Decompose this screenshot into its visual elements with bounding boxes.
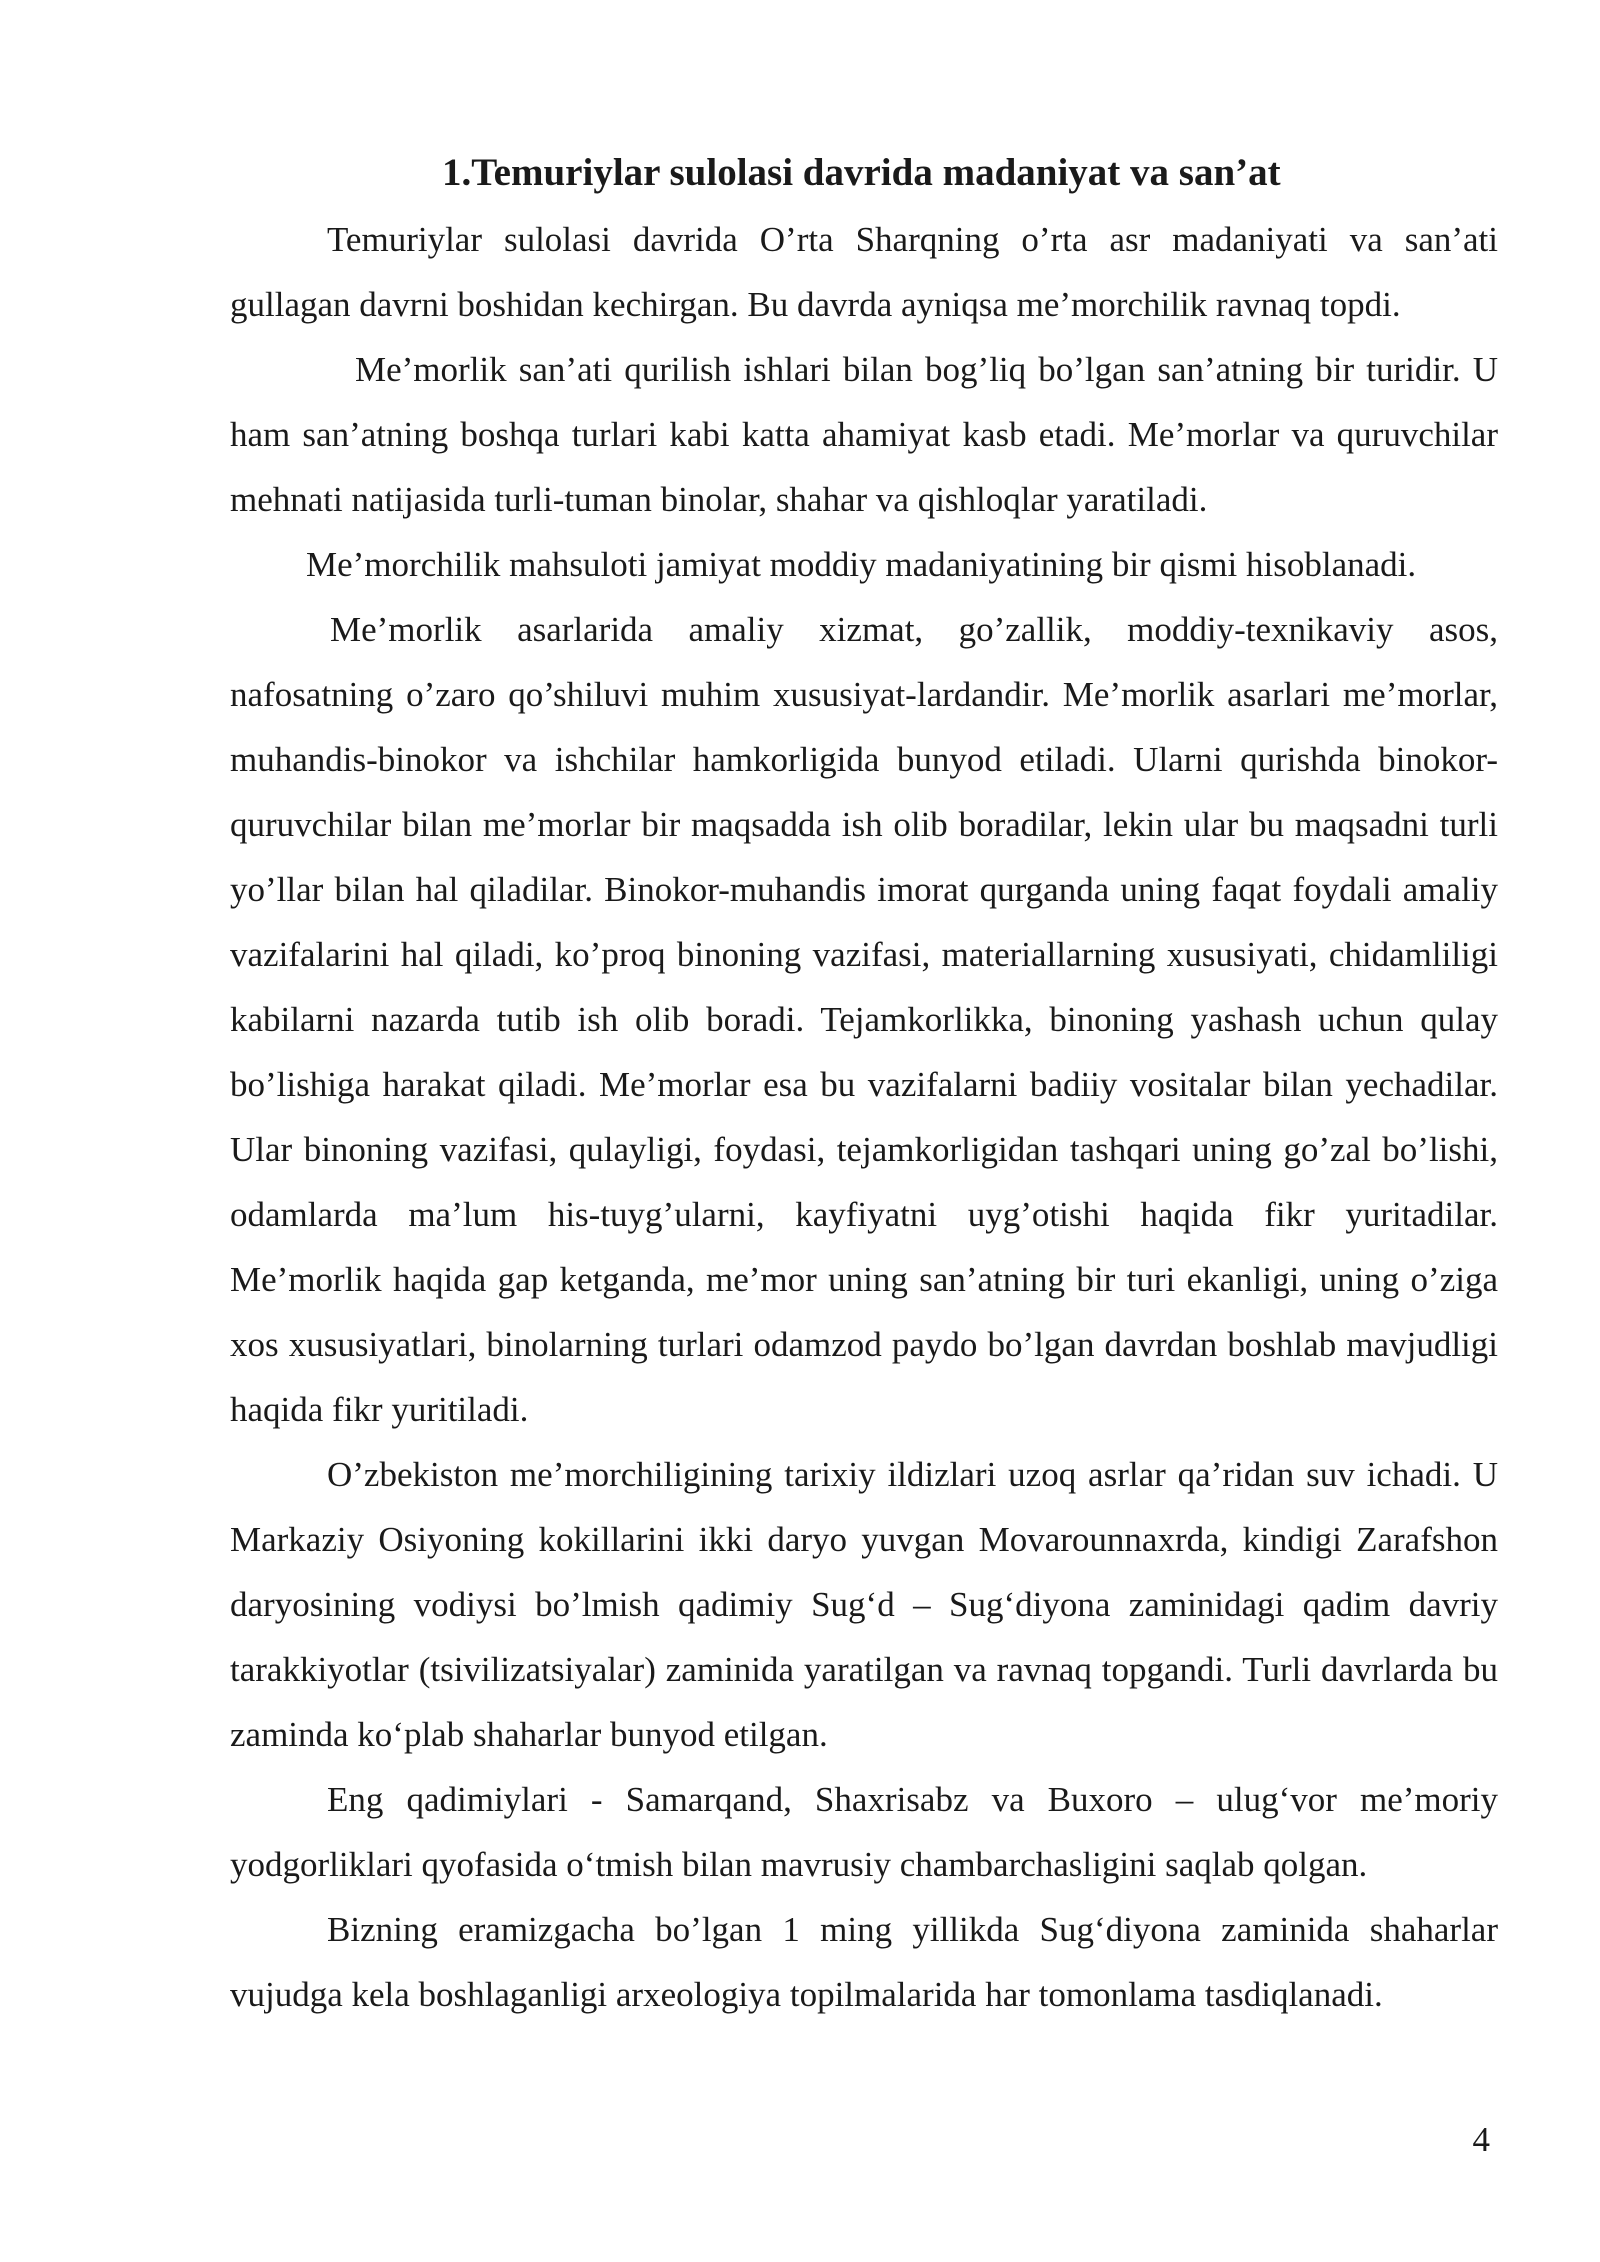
section-title: 1.Temuriylar sulolasi davrida madaniyat va san’at [442, 151, 1281, 194]
paragraph-7: Bizning eramizgacha bo’lgan 1 ming yillikda Sug‘diyona zaminida shaharlar vujudga kela boshlaganligi arxeologiya topilmalarida har tomonlama tasdiqlanadi. [230, 1909, 1498, 2014]
paragraph-1: Temuriylar sulolasi davrida O’rta Sharqning o’rta asr madaniyati va san’ati gullagan davrni boshidan kechirgan. Bu davrda ayniqsa me’morchilik ravnaq topdi. [230, 219, 1498, 324]
paragraph-2: Me’morlik san’ati qurilish ishlari bilan bog’liq bo’lgan san’atning bir turidir. U ham san’atning boshqa turlari kabi katta ahamiyat kasb etadi. Me’morlar va quruvchilar mehnati natijasida turli-tuman binolar, shahar va qishloqlar yaratiladi. [230, 349, 1498, 519]
page-number: 4 [1472, 2120, 1490, 2159]
page-content [230, 150, 1498, 2027]
paragraph-6: Eng qadimiylari - Samarqand, Shaxrisabz va Buxoro – ulug‘vor me’moriy yodgorliklari qyofasida o‘tmish bilan mavrusiy chambarchasligini saqlab qolgan. [230, 1779, 1498, 1884]
paragraph-4: Me’morlik asarlarida amaliy xizmat, go’zallik, moddiy-texnikaviy asos, nafosatning o’zaro qo’shiluvi muhim xususiyat-lardandir. Me’morlik asarlari me’morlar, muhandis-binokor va ishchilar hamkorligida bunyod etiladi. Ularni qurishda binokor-quruvchilar bilan me’morlar bir maqsadda ish olib boradilar, lekin ular bu maqsadni turli yo’llar bilan hal qiladilar. Binokor-muhandis imorat qurganda uning faqat foydali amaliy vazifalarini hal qiladi, ko’proq binoning vazifasi, materiallarning xususiyati, chidamliligi kabilarni nazarda tutib ish olib boradi. Tejamkorlikka, binoning yashash uchun qulay bo’lishiga harakat qiladi. Me’morlar esa bu vazifalarni badiiy vositalar bilan yechadilar. Ular binoning vazifasi, qulayligi, foydasi, tejamkorligidan tashqari uning go’zal bo’lishi, odamlarda ma’lum his-tuyg’ularni, kayfiyatni uyg’otishi haqida fikr yuritadilar. Me’morlik haqida gap ketganda, me’mor uning san’atning bir turi ekanligi, uning o’ziga xos xususiyatlari, binolarning turlari odamzod paydo bo’lgan davrdan boshlab mavjudligi haqida fikr yuritiladi. [230, 609, 1498, 1429]
paragraph-5: O’zbekiston me’morchiligining tarixiy ildizlari uzoq asrlar qa’ridan suv ichadi. U Markaziy Osiyoning kokillarini ikki daryo yuvgan Movarounnaxrda, kindigi Zarafshon daryosining vodiysi bo’lmish qadimiy Sug‘d – Sug‘diyona zaminidagi qadim davriy tarakkiyotlar (tsivilizatsiyalar) zaminida yaratilgan va ravnaq topgandi. Turli davrlarda bu zaminda ko‘plab shaharlar bunyod etilgan. [230, 1454, 1498, 1754]
paragraph-3: Me’morchilik mahsuloti jamiyat moddiy madaniyatining bir qismi hisoblanadi. [306, 544, 1417, 584]
